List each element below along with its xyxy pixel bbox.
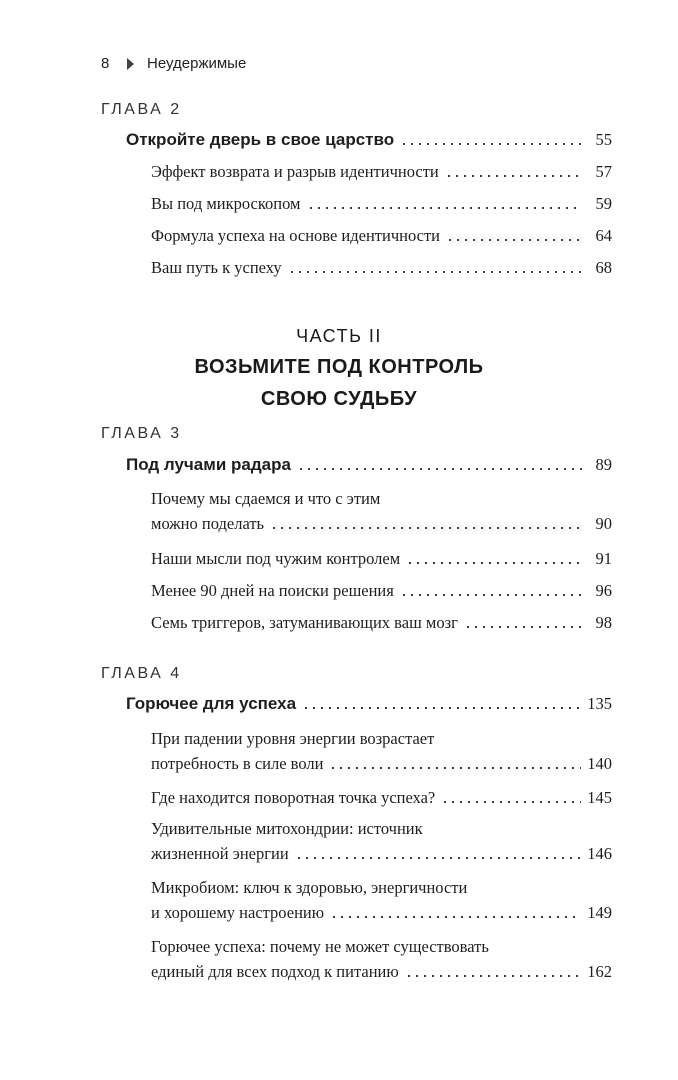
toc-entry[interactable]: Эффект возврата и разрыв идентичности 57	[151, 162, 612, 181]
dot-leader	[445, 175, 582, 177]
book-title: Неудержимые	[147, 55, 247, 72]
toc-entry[interactable]: Наши мысли под чужим контролем 91	[151, 549, 612, 568]
page-ref: 57	[595, 162, 612, 181]
page-ref: 140	[587, 754, 612, 773]
toc-entry[interactable]: Менее 90 дней на поиски решения 96	[151, 581, 612, 600]
toc-entry[interactable]: Семь триггеров, затуманивающих ваш мозг 98	[151, 613, 612, 632]
dot-leader	[464, 626, 582, 628]
page-ref: 146	[587, 844, 612, 863]
toc-chapter-title[interactable]: Откройте дверь в свое царство 55	[126, 130, 612, 149]
dot-leader	[329, 767, 581, 769]
dot-leader	[441, 801, 581, 803]
toc-entry[interactable]: Микробиом: ключ к здоровью, энергичности и хорошему настроению 149	[151, 878, 612, 922]
dot-leader	[400, 143, 582, 145]
page-ref: 98	[595, 613, 612, 632]
dot-leader	[288, 271, 582, 273]
triangle-marker-icon	[127, 58, 134, 70]
toc-entry[interactable]: Вы под микроскопом 59	[151, 194, 612, 213]
toc-entry[interactable]: При падении уровня энергии возрастает потребность в силе воли 140	[151, 729, 612, 773]
part-title-line1: ВОЗЬМИТЕ ПОД КОНТРОЛЬ	[194, 356, 484, 378]
dot-leader	[297, 468, 582, 470]
toc-entry[interactable]: Формула успеха на основе идентичности 64	[151, 226, 612, 245]
page-ref: 91	[595, 549, 612, 568]
page-ref: 64	[595, 226, 612, 245]
page-number: 8	[101, 55, 110, 72]
chapter-label: ГЛАВА 3	[101, 425, 182, 442]
toc-chapter-title[interactable]: Под лучами радара 89	[126, 455, 612, 474]
page-ref: 55	[595, 130, 612, 149]
page-ref: 149	[587, 903, 612, 922]
page-ref: 90	[595, 514, 612, 533]
page-ref: 135	[587, 694, 612, 713]
part-title-line2: СВОЮ СУДЬБУ	[260, 388, 418, 410]
toc-chapter-title[interactable]: Горючее для успеха 135	[126, 694, 612, 713]
part-label: ЧАСТЬ II	[296, 326, 382, 346]
chapter-label: ГЛАВА 2	[101, 101, 182, 118]
page-ref: 145	[587, 788, 612, 807]
dot-leader	[400, 594, 582, 596]
dot-leader	[446, 239, 582, 241]
dot-leader	[295, 857, 582, 859]
chapter-label: ГЛАВА 4	[101, 665, 182, 682]
dot-leader	[406, 562, 582, 564]
page-ref: 68	[595, 258, 612, 277]
page-ref: 89	[595, 455, 612, 474]
page-ref: 59	[595, 194, 612, 213]
toc-entry[interactable]: Горючее успеха: почему не может существовать единый для всех подход к питанию 162	[151, 937, 612, 981]
running-header	[101, 55, 246, 72]
toc-entry[interactable]: Ваш путь к успеху 68	[151, 258, 612, 277]
toc-entry[interactable]: Почему мы сдаемся и что с этим можно поделать 90	[151, 489, 612, 533]
dot-leader	[405, 975, 582, 977]
toc-entry[interactable]: Где находится поворотная точка успеха? 145	[151, 788, 612, 807]
page-ref: 162	[587, 962, 612, 981]
toc-entry[interactable]: Удивительные митохондрии: источник жизненной энергии 146	[151, 819, 612, 863]
page-ref: 96	[595, 581, 612, 600]
dot-leader	[330, 916, 581, 918]
dot-leader	[302, 707, 581, 709]
dot-leader	[270, 527, 582, 529]
dot-leader	[307, 207, 583, 209]
